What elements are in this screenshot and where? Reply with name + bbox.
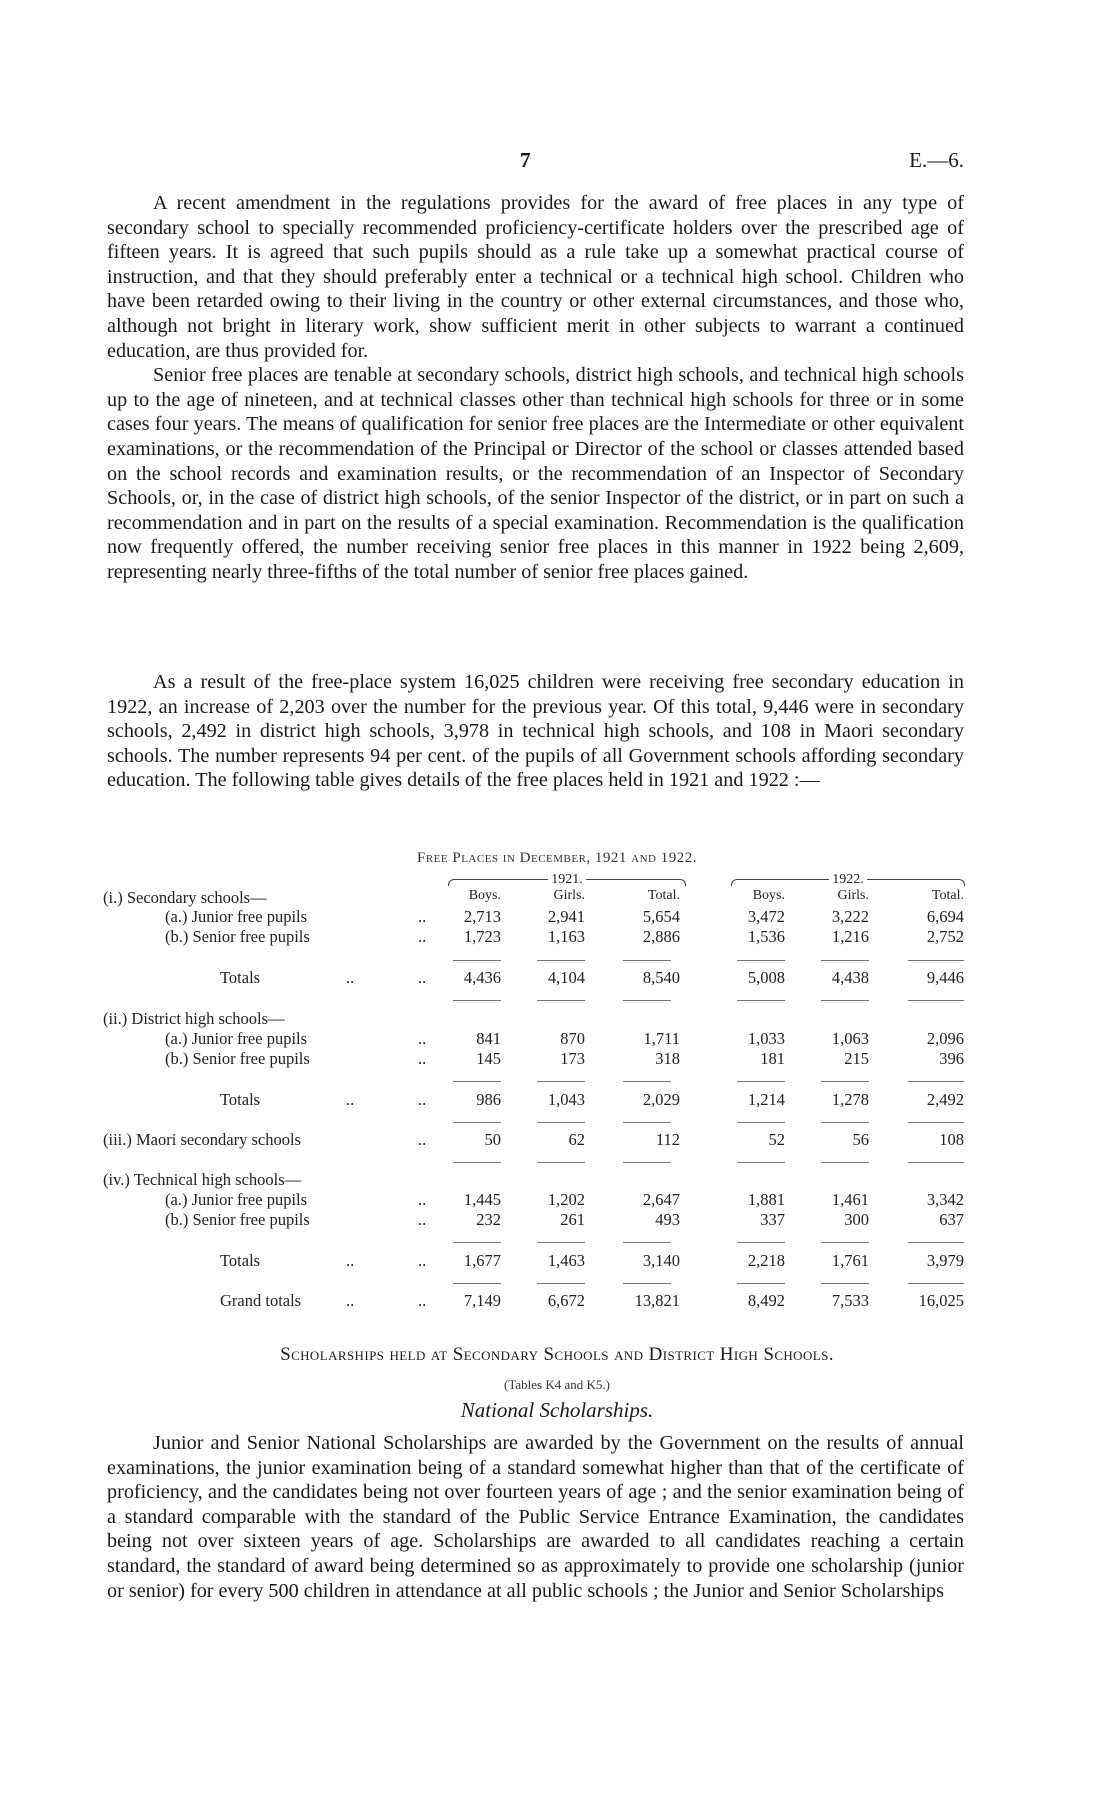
- column-header: Girls.: [837, 888, 869, 903]
- cell: 56: [852, 1130, 869, 1149]
- row-label-section: (i.) Secondary schools—: [103, 888, 267, 907]
- leader-dots: ..: [418, 1130, 427, 1149]
- cell: 232: [476, 1210, 501, 1229]
- results-paragraph-block: [107, 670, 964, 793]
- table-row: [103, 1029, 965, 1049]
- row-label: Totals: [220, 1251, 261, 1270]
- cell: 4,436: [463, 968, 501, 987]
- cell: 181: [760, 1049, 785, 1068]
- table-row: [103, 927, 965, 947]
- column-header: Total.: [931, 888, 964, 903]
- table-row-totals: [103, 968, 965, 988]
- leader-dots: ..: [346, 1251, 355, 1270]
- cell: 16,025: [918, 1291, 964, 1310]
- cell: 318: [655, 1049, 680, 1068]
- cell: 493: [655, 1210, 680, 1229]
- cell: 1,761: [831, 1251, 869, 1270]
- leader-dots: ..: [346, 968, 355, 987]
- row-label: (iii.) Maori secondary schools: [103, 1130, 301, 1149]
- cell: 52: [768, 1130, 785, 1149]
- leader-dots: ..: [418, 927, 427, 946]
- table-row-section: [103, 1009, 965, 1029]
- leader-dots: ..: [346, 1291, 355, 1310]
- table-row-totals: [103, 1090, 965, 1110]
- table-row-totals: [103, 1251, 965, 1271]
- cell: 2,647: [642, 1190, 680, 1209]
- paragraph-senior-free-places: Senior free places are tenable at secondary schools, district high schools, and technical high schools up to the age of nineteen, and at technical classes other than technical high schools for three or in some cases four years. The means of qualification for senior free places are the Intermediate or other equivalent examinations, or the recommendation of the Principal or Director of the school or classes attended based on the school records and examination results, or the recommendation of an Inspector of Secondary Schools, or, in the case of district high schools, of the senior Inspector of the district, or in part on such a recommendation and in part on the results of a special examination. Recommendation is the qualification now frequently offered, the number receiving senior free places in this manner in 1922 being 2,609, representing nearly three-fifths of the total number of senior free places gained.: [107, 364, 964, 583]
- section-title: Scholarships held at Secondary Schools and District High Schools.: [280, 1344, 834, 1365]
- cell: 1,202: [547, 1190, 585, 1209]
- table-row: [103, 907, 965, 927]
- cell: 7,533: [831, 1291, 869, 1310]
- table-header-row: [103, 888, 965, 908]
- cell: 3,342: [926, 1190, 964, 1209]
- cell: 108: [939, 1130, 964, 1149]
- paragraph-free-places-amendment: A recent amendment in the regulations provides for the award of free places in any type of secondary school to specially recommended proficiency-certificate holders over the prescribed age of fifteen years. It is agreed that such pupils should as a rule take up a somewhat practical course of instruction, and that they should preferably enter a technical or a technical high school. Children who have been retarded owing to their living in the country or other external circumstances, and those who, although not bright in literary work, show sufficient merit in other subjects to warrant a continued education, are thus provided for.: [107, 192, 964, 362]
- row-label-section: (ii.) District high schools—: [103, 1009, 285, 1028]
- column-header: Total.: [647, 888, 680, 903]
- cell: 6,694: [926, 907, 964, 926]
- cell: 1,461: [831, 1190, 869, 1209]
- cell: 1,163: [547, 927, 585, 946]
- cell: 5,008: [747, 968, 785, 987]
- table-row: [103, 1190, 965, 1210]
- cell: 7,149: [463, 1291, 501, 1310]
- table-row-grand-totals: [103, 1291, 965, 1311]
- cell: 2,029: [642, 1090, 680, 1109]
- cell: 2,941: [547, 907, 585, 926]
- cell: 8,540: [642, 968, 680, 987]
- cell: 145: [476, 1049, 501, 1068]
- cell: 1,043: [547, 1090, 585, 1109]
- leader-dots: ..: [418, 1251, 427, 1270]
- cell: 9,446: [926, 968, 964, 987]
- cell: 396: [939, 1049, 964, 1068]
- paragraph-national-scholarships: Junior and Senior National Scholarships are awarded by the Government on the results of annual examinations, the junior examination being of a standard somewhat higher than that of the certificate of proficiency, and the candidates being not over fourteen years of age ; and the senior examination being of a standard comparable with the standard of the Public Service Entrance Examination, the candidates being not over sixteen years of age. Scholarships are awarded to all candidates reaching a certain standard, the standard of award being determined so as approximately to provide one scholarship (junior or senior) for every 500 children in attendance at all public schools ; the Junior and Senior Scholarships: [107, 1432, 964, 1602]
- section-heading: National Scholarships.: [460, 1398, 654, 1422]
- sum-rule: [103, 1283, 965, 1284]
- cell: 2,713: [463, 907, 501, 926]
- row-label: Totals: [220, 968, 261, 987]
- row-label: (b.) Senior free pupils: [165, 1049, 310, 1068]
- row-label: Totals: [220, 1090, 261, 1109]
- cell: 2,752: [926, 927, 964, 946]
- column-header: Girls.: [553, 888, 585, 903]
- cell: 1,536: [747, 927, 785, 946]
- column-header: Boys.: [752, 888, 785, 903]
- cell: 173: [560, 1049, 585, 1068]
- cell: 215: [844, 1049, 869, 1068]
- table-row: [103, 1210, 965, 1230]
- paragraph-free-place-results: As a result of the free-place system 16,025 children were receiving free secondary education in 1922, an increase of 2,203 over the number for the previous year. Of this total, 9,446 were in secondary schools, 2,492 in district high schools, 3,978 in technical high schools, and 108 in Maori secondary schools. The number represents 94 per cent. of the pupils of all Government schools affording secondary education. The following table gives details of the free places held in 1921 and 1922 :—: [107, 671, 964, 792]
- cell: 841: [476, 1029, 501, 1048]
- cell: 13,821: [634, 1291, 680, 1310]
- leader-dots: ..: [346, 1090, 355, 1109]
- cell: 1,677: [463, 1251, 501, 1270]
- cell: 2,096: [926, 1029, 964, 1048]
- sum-rule: [103, 1081, 965, 1082]
- sum-rule: [103, 960, 965, 961]
- table-row: [103, 1049, 965, 1069]
- scholarships-paragraph-block: [107, 1431, 964, 1603]
- row-label: (a.) Junior free pupils: [165, 1190, 308, 1209]
- leader-dots: ..: [418, 1190, 427, 1209]
- cell: 50: [484, 1130, 501, 1149]
- intro-paragraphs: [107, 191, 964, 585]
- cell: 1,214: [747, 1090, 785, 1109]
- table-row: [103, 1130, 965, 1150]
- cell: 261: [560, 1210, 585, 1229]
- section-subtitle: (Tables K4 and K5.): [504, 1377, 610, 1392]
- row-label: (b.) Senior free pupils: [165, 927, 310, 946]
- cell: 1,463: [547, 1251, 585, 1270]
- year-label: 1922.: [829, 872, 867, 887]
- cell: 1,216: [831, 927, 869, 946]
- year-label: 1921.: [548, 872, 586, 887]
- cell: 3,979: [926, 1251, 964, 1270]
- cell: 1,033: [747, 1029, 785, 1048]
- row-label-section: (iv.) Technical high schools—: [103, 1170, 302, 1189]
- sum-rule: [103, 1242, 965, 1243]
- cell: 62: [568, 1130, 585, 1149]
- cell: 4,438: [831, 968, 869, 987]
- cell: 1,278: [831, 1090, 869, 1109]
- leader-dots: ..: [418, 907, 427, 926]
- document-reference: E.—6.: [909, 148, 964, 172]
- sum-rule: [103, 1000, 965, 1001]
- cell: 112: [655, 1130, 680, 1149]
- leader-dots: ..: [418, 1210, 427, 1229]
- sum-rule: [103, 1162, 965, 1163]
- year-header-1921: [448, 872, 686, 886]
- cell: 5,654: [642, 907, 680, 926]
- cell: 3,140: [642, 1251, 680, 1270]
- cell: 2,218: [747, 1251, 785, 1270]
- leader-dots: ..: [418, 1029, 427, 1048]
- cell: 2,492: [926, 1090, 964, 1109]
- cell: 986: [476, 1090, 501, 1109]
- cell: 1,723: [463, 927, 501, 946]
- sum-rule: [103, 1122, 965, 1123]
- table-caption: Free Places in December, 1921 and 1922.: [416, 850, 698, 866]
- column-header: Boys.: [468, 888, 501, 903]
- cell: 337: [760, 1210, 785, 1229]
- row-label: (b.) Senior free pupils: [165, 1210, 310, 1229]
- leader-dots: ..: [418, 968, 427, 987]
- page-number: 7: [520, 148, 531, 172]
- cell: 8,492: [747, 1291, 785, 1310]
- cell: 2,886: [642, 927, 680, 946]
- cell: 3,222: [831, 907, 869, 926]
- row-label: (a.) Junior free pupils: [165, 907, 308, 926]
- table-row-section: [103, 1170, 965, 1190]
- year-header-1922: [731, 872, 965, 886]
- row-label: (a.) Junior free pupils: [165, 1029, 308, 1048]
- cell: 1,881: [747, 1190, 785, 1209]
- leader-dots: ..: [418, 1049, 427, 1068]
- cell: 1,063: [831, 1029, 869, 1048]
- cell: 300: [844, 1210, 869, 1229]
- cell: 6,672: [547, 1291, 585, 1310]
- cell: 1,711: [643, 1029, 680, 1048]
- cell: 1,445: [463, 1190, 501, 1209]
- cell: 870: [560, 1029, 585, 1048]
- cell: 4,104: [547, 968, 585, 987]
- row-label: Grand totals: [220, 1291, 302, 1310]
- leader-dots: ..: [418, 1291, 427, 1310]
- cell: 3,472: [747, 907, 785, 926]
- leader-dots: ..: [418, 1090, 427, 1109]
- cell: 637: [939, 1210, 964, 1229]
